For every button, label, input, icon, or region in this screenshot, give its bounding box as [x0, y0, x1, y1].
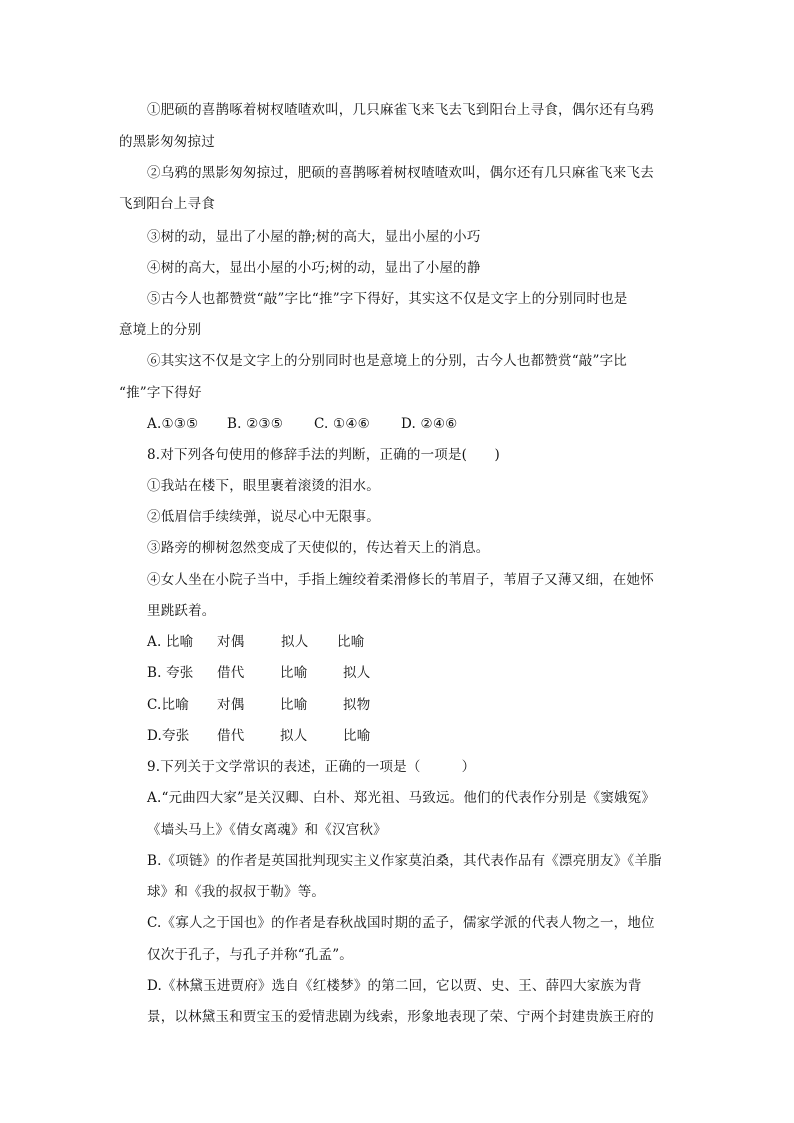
- question-stem: 9.下列关于文学常识的表述，正确的一项是（ ）: [147, 759, 476, 775]
- option-term: 比喻: [280, 665, 308, 681]
- q8-option-a: [147, 633, 364, 651]
- q9-option-line: D.《林黛玉进贾府》选自《红楼梦》的第二回，它以贾、史、王、薛四大家族为背: [147, 978, 642, 994]
- q8-sentence: ④女人坐在小院子当中，手指上缠绞着柔滑修长的苇眉子，苇眉子又薄又细，在她怀: [147, 572, 654, 588]
- q7-option-b: B. ②③⑤: [227, 416, 284, 432]
- option-term: 拟人: [281, 634, 309, 650]
- q8-sentence: ①我站在楼下，眼里裹着滚烫的泪水。: [147, 478, 380, 494]
- option-term: 拟物: [343, 697, 371, 713]
- question-stem: 8.对下列各句使用的修辞手法的判断，正确的一项是( ): [147, 447, 501, 463]
- sentence-line: 的黑影匆匆掠过: [119, 134, 215, 150]
- q9-option-line: C.《寡人之于国也》的作者是春秋战国时期的孟子，儒家学派的代表人物之一，地位: [147, 915, 655, 931]
- option-term: 对偶: [217, 697, 245, 713]
- option-letter-term: A. 比喻: [147, 634, 194, 650]
- q7-option-d: D. ②④⑥: [401, 416, 458, 432]
- q8-option-d: [147, 727, 370, 745]
- q9-option-line: 《墙头马上》《倩女离魂》和《汉宫秋》: [147, 822, 387, 838]
- sentence-line: ⑤古今人也都赞赏“敲”字比“推”字下得好，其实这不仅是文字上的分别同时也是: [147, 291, 628, 307]
- sentence-line: 意境上的分别: [119, 322, 202, 338]
- sentence-line: ①肥硕的喜鹊啄着树杈喳喳欢叫，几只麻雀飞来飞去飞到阳台上寻食，偶尔还有乌鸦: [147, 102, 654, 118]
- option-term: 借代: [217, 728, 245, 744]
- q7-answer-options: [147, 415, 457, 433]
- option-letter-term: D.夸张: [147, 728, 190, 744]
- sentence-line: ②乌鸦的黑影匆匆掠过，肥硕的喜鹊啄着树杈喳喳欢叫，偶尔还有几只麻雀飞来飞去: [147, 165, 654, 181]
- option-term: 比喻: [343, 728, 371, 744]
- sentence-line: “推”字下得好: [119, 385, 202, 401]
- q9-option-line: 景，以林黛玉和贾宝玉的爱情悲剧为线索，形象地表现了荣、宁两个封建贵族王府的: [147, 1009, 654, 1025]
- q7-option-c: C. ①④⑥: [314, 416, 370, 432]
- option-term: 借代: [217, 665, 245, 681]
- q8-sentence: ③路旁的柳树忽然变成了天使似的，传达着天上的消息。: [147, 540, 490, 556]
- option-letter-term: B. 夸张: [147, 665, 194, 681]
- option-term: 拟人: [343, 665, 371, 681]
- q8-sentence: ②低眉信手续续弹，说尽心中无限事。: [147, 509, 380, 525]
- option-letter-term: C.比喻: [147, 697, 189, 713]
- q9-option-line: A.“元曲四大家”是关汉卿、白朴、郑光祖、马致远。他们的代表作分别是《窦娥冤》: [147, 790, 656, 806]
- sentence-line: ③树的动，显出了小屋的静;树的高大，显出小屋的小巧: [147, 229, 481, 245]
- q9-option-line: 球》和《我的叔叔于勒》等。: [147, 884, 326, 900]
- q8-option-b: [147, 664, 370, 682]
- sentence-line: ④树的高大，显出小屋的小巧;树的动，显出了小屋的静: [147, 260, 481, 276]
- q9-option-line: B.《项链》的作者是英国批判现实主义作家莫泊桑，其代表作品有《漂亮朋友》《羊脂: [147, 853, 662, 869]
- q8-sentence: 里跳跃着。: [147, 603, 216, 619]
- q9-option-line: 仅次于孔子，与孔子并称“孔孟”。: [147, 947, 354, 963]
- option-term: 拟人: [280, 728, 308, 744]
- q8-option-c: [147, 696, 370, 714]
- sentence-line: ⑥其实这不仅是文字上的分别同时也是意境上的分别，古今人也都赞赏“敲”字比: [147, 353, 628, 369]
- option-term: 对偶: [217, 634, 245, 650]
- sentence-line: 飞到阳台上寻食: [119, 196, 215, 212]
- option-term: 比喻: [280, 697, 308, 713]
- q7-option-a: A.①③⑤: [147, 416, 199, 432]
- option-term: 比喻: [337, 634, 365, 650]
